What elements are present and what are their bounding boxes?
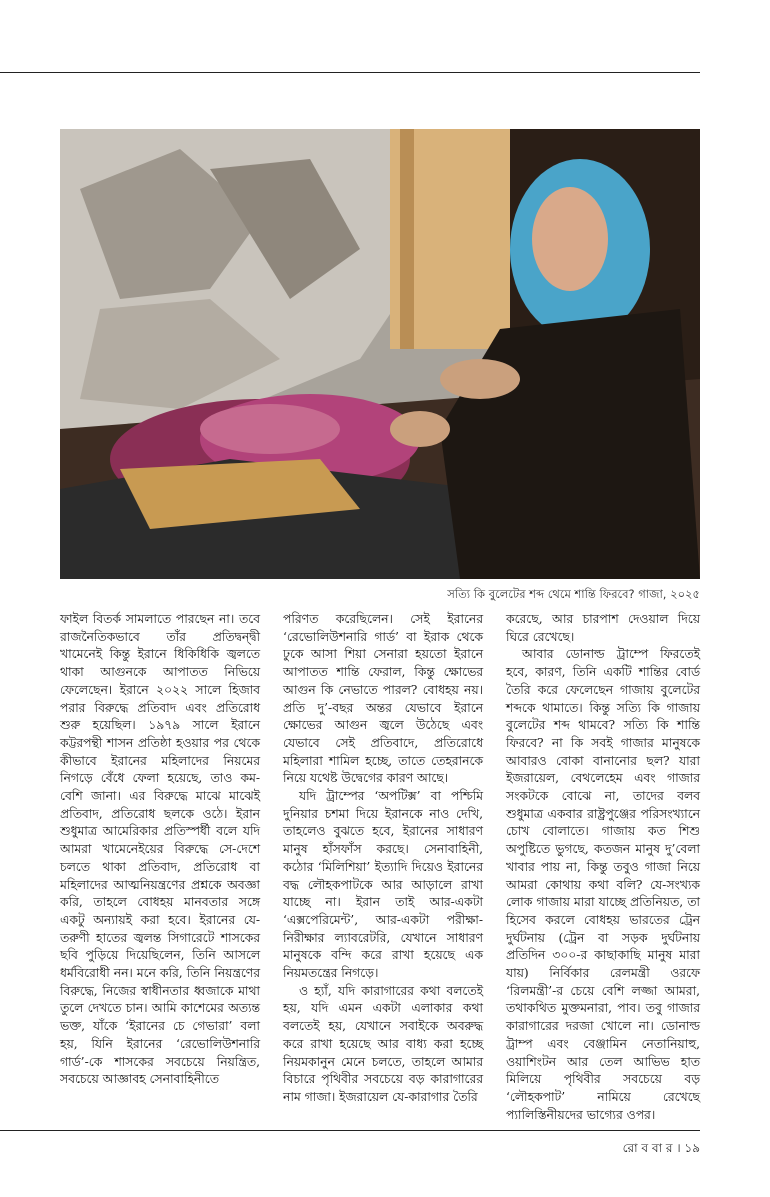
article-column-3 xyxy=(506,611,700,1124)
column-3-paragraph-2: আবার ডোনাল্ড ট্রাম্পে ফিরতেই হবে, কারণ, তিনি একটি শান্তির বোর্ড তৈরি করে ফেলেছেন গাজায় বুলেটের শব্দকে থামাতে। কিন্তু সত্যি কি গাজায় বুলেটের শব্দ থামবে? সত্যি কি শান্তি ফিরবে? না কি সবই গাজার মানুষকে আবারও বোকা বানানোর ছল? যারা ইজরায়েল, বেথলেহেম এবং গাজার সংকটকে বোঝে না, তাদের বলব শুধুমাত্র একবার রাষ্ট্রপুঞ্জের পরিসংখ্যানে চোখ বোলাতে। গাজায় কত শিশু অপুষ্টিতে ভুগছে, কতজন মানুষ দু’বেলা খাবার পায় না, কিন্তু তবুও গাজা নিয়ে আমরা কোথায় কথা বলি? যে-সংখ্যক লোক গাজায় মারা যাচ্ছে প্রতিনিয়ত, তা হিসেব করলে বোধহয় ভারতের ট্রেন দুর্ঘটনায় (ট্রেন বা সড়ক দুর্ঘটনায় প্রতিদিন ৩০০-র কাছাকাছি মানুষ মারা যায়) নির্বিকার রেলমন্ত্রী ওরফে ‘রিলমন্ত্রী’-র চেয়ে বেশি লজ্জা আমরা, তথাকথিত মুক্তমনারা, পাব। তবু গাজার কারাগারের দরজা খোলে না। ডোনাল্ড ট্রাম্প এবং বেঞ্জামিন নেতানিয়াহু, ওয়াশিংটন আর তেল আভিভ হাত মিলিয়ে পৃথিবীর সবচেয়ে বড় ‘লৌহকপাট’ নামিয়ে রেখেছে প্যালিস্তিনীয়দের ভাগ্যের ওপর। xyxy=(506,647,700,1122)
article-photo xyxy=(60,129,700,579)
article-column-1 xyxy=(60,611,260,1089)
column-2-paragraph-2: যদি ট্রাম্পের ‘অপটিক্স’ বা পশ্চিমি দুনিয়ার চশমা দিয়ে ইরানকে নাও দেখি, তাহলেও বুঝতে হবে, ইরানের সাধারণ মানুষ হাঁসফাঁস করছে। সেনাবাহিনী, কঠোর ‘মিলিশিয়া’ ইত্যাদি দিয়েও ইরানের বদ্ধ লৌহকপাটকে আর আড়ালে রাখা যাচ্ছে না। ইরান তাই আর-একটা ‘এক্সপেরিমেন্ট’, আর-একটা পরীক্ষা-নিরীক্ষার ল্যাবরেটরি, যেখানে সাধারণ মানুষকে বন্দি করে রাখা হয়েছে এক নিয়মতন্ত্রের নিগড়ে। xyxy=(283,789,483,981)
bottom-rule xyxy=(0,1130,700,1131)
article-column-2 xyxy=(283,611,483,1107)
column-2-paragraph-1: পরিণত করেছিলেন। সেই ইরানের ‘রেভোলিউশনারি গার্ড’ বা ইরাক থেকে ঢুকে আসা শিয়া সেনারা হয়তো ইরানে আপাতত শান্তি ফেরাল, কিন্তু ক্ষোভের আগুন কি নেভাতে পারল? বোধহয় নয়। প্রতি দু’-বছর অন্তর যেভাবে ইরানে ক্ষোভের আগুন জ্বলে উঠেছে এবং যেভাবে সেই প্রতিবাদে, প্রতিরোধে মহিলারা শামিল হচ্ছে, তাতে তেহরানকে নিয়ে যথেষ্ট উদ্বেগের কারণ আছে। xyxy=(283,612,483,786)
photo-illustration xyxy=(60,129,700,579)
column-2-paragraph-3: ও হ্যাঁ, যদি কারাগারের কথা বলতেই হয়, যদি এমন একটা এলাকার কথা বলতেই হয়, যেখানে সবাইকে অবরুদ্ধ করে রাখা হয়েছে আর বাধ্য করা হচ্ছে নিয়মকানুন মেনে চলতে, তাহলে আমার বিচারে পৃথিবীর সবচেয়ে বড় কারাগারের নাম গাজা। ইজরায়েল যে-কারাগার তৈরি xyxy=(283,983,483,1104)
top-rule xyxy=(0,72,700,73)
photo-caption: সত্যি কি বুলেটের শব্দ থেমে শান্তি ফিরবে? গাজা, ২০২৫ xyxy=(447,587,700,601)
page-footer: রো ব বা র । ১৯ xyxy=(622,1141,700,1155)
column-3-paragraph-1: করেছে, আর চারপাশ দেওয়াল দিয়ে ঘিরে রেখেছে। xyxy=(506,612,700,644)
column-1-text: ফাইল বিতর্ক সামলাতে পারছেন না। তবে রাজনৈতিকভাবে তাঁর প্রতিদ্বন্দ্বী খামেনেই কিন্তু ইরানে ধিকিধিকি জ্বলতে থাকা আগুনকে আপাতত নিভিয়ে ফেলেছেন। ইরানে ২০২২ সালে হিজাব পরার বিরুদ্ধে প্রতিবাদ এবং প্রতিরোধ শুরু হয়েছিল। ১৯৭৯ সালে ইরানে কট্টরপন্থী শাসন প্রতিষ্ঠা হওয়ার পর থেকে কীভাবে ইরানের মহিলাদের নিয়মের নিগড়ে বেঁধে ফেলা হয়েছে, তাও কম-বেশি জানা। এর বিরুদ্ধে মাঝে মাঝেই প্রতিবাদ, প্রতিরোধ ছলকে ওঠে। ইরান শুধুমাত্র আমেরিকার প্রতিস্পর্ধী বলে যদি আমরা খামেনেইয়ের বিরুদ্ধে সে-দেশে চলতে থাকা প্রতিবাদ, প্রতিরোধ বা মহিলাদের আত্মনিয়ন্ত্রণের প্রশ্নকে অবজ্ঞা করি, তাহলে বোধহয় মানবতার সঙ্গে একটু অন্যায়ই করা হবে। ইরানের যে-তরুণী হাতের জ্বলন্ত সিগারেটে শাসকের ছবি পুড়িয়ে দিয়েছিলেন, তিনি আসলে ধর্মবিরোধী নন। মনে করি, তিনি নিয়ন্ত্রণের বিরুদ্ধে, নিজের স্বাধীনতার ধ্বজাকে মাথা তুলে দেখতে চান। আমি কাশেমের অত্যন্ত ভক্ত, যাঁকে ‘ইরানের চে গেভারা’ বলা হয়, যিনি ইরানের ‘রেভোলিউশনারি গার্ড’-কে শাসকের সবচেয়ে নিয়ন্ত্রিত, সবচেয়ে আজ্ঞাবহ সেনাবাহিনীতে xyxy=(60,612,260,1087)
